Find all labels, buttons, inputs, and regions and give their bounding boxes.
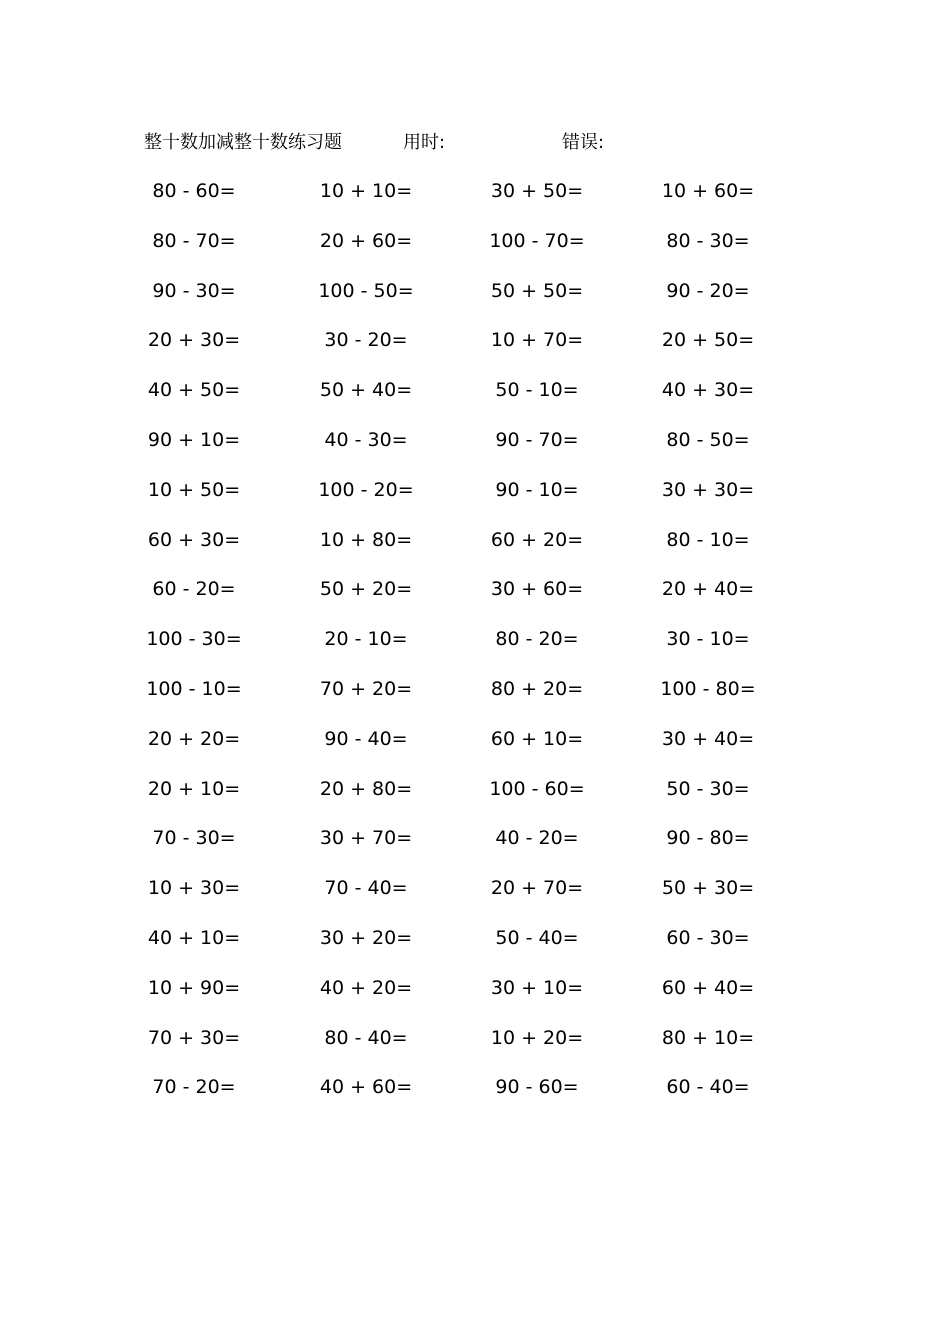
problem-item: 100 - 70= — [489, 229, 585, 252]
problem-item: 20 - 10= — [324, 628, 408, 651]
problem-item: 50 + 40= — [319, 379, 413, 402]
problem-item: 60 - 40= — [666, 1076, 750, 1099]
problem-item: 10 + 20= — [490, 1026, 584, 1049]
problem-item: 80 - 40= — [324, 1026, 408, 1049]
problem-item: 80 - 60= — [152, 180, 236, 202]
problem-item: 20 + 40= — [661, 578, 755, 601]
problem-row — [0, 871, 950, 921]
problem-row — [0, 323, 950, 373]
problem-item: 70 - 40= — [324, 877, 408, 900]
problem-row — [0, 473, 950, 523]
problem-row — [0, 772, 950, 822]
problem-item: 40 + 30= — [661, 379, 755, 402]
problem-item: 100 - 60= — [489, 777, 585, 800]
problem-item: 10 + 90= — [147, 976, 241, 999]
problem-item: 90 - 40= — [324, 727, 408, 750]
problem-row — [0, 523, 950, 573]
problem-item: 10 + 30= — [147, 877, 241, 900]
problem-item: 20 + 50= — [661, 329, 755, 352]
problem-item: 50 + 50= — [490, 279, 584, 302]
problem-item: 90 - 30= — [152, 279, 236, 302]
problem-item: 20 + 20= — [147, 727, 241, 750]
problem-item: 80 - 30= — [666, 229, 750, 252]
problem-item: 20 + 70= — [490, 877, 584, 900]
problem-row — [0, 373, 950, 423]
problem-item: 90 - 10= — [495, 478, 579, 501]
problem-row — [0, 1070, 950, 1120]
problem-item: 60 + 40= — [661, 976, 755, 999]
problem-row — [0, 174, 950, 224]
problem-item: 10 + 60= — [661, 180, 755, 202]
problem-grid — [0, 174, 950, 1120]
problem-item: 40 - 20= — [495, 827, 579, 850]
problem-item: 60 + 20= — [490, 528, 584, 551]
problem-item: 50 - 10= — [495, 379, 579, 402]
problem-item: 60 - 30= — [666, 926, 750, 949]
problem-item: 80 + 20= — [490, 677, 584, 700]
problem-item: 90 - 80= — [666, 827, 750, 850]
problem-item: 30 + 70= — [319, 827, 413, 850]
problem-item: 90 - 60= — [495, 1076, 579, 1099]
errors-label: 错误: — [562, 132, 605, 153]
problem-item: 60 + 10= — [490, 727, 584, 750]
problem-item: 100 - 10= — [146, 677, 242, 700]
problem-item: 80 - 70= — [152, 229, 236, 252]
problem-item: 80 - 50= — [666, 428, 750, 451]
problem-item: 10 + 80= — [319, 528, 413, 551]
problem-item: 10 + 70= — [490, 329, 584, 352]
problem-item: 30 - 10= — [666, 628, 750, 651]
problem-row — [0, 971, 950, 1021]
problem-item: 70 + 20= — [319, 677, 413, 700]
problem-item: 60 + 30= — [147, 528, 241, 551]
problem-item: 60 - 20= — [152, 578, 236, 601]
problem-item: 90 + 10= — [147, 428, 241, 451]
problem-item: 90 - 70= — [495, 428, 579, 451]
problem-row — [0, 274, 950, 324]
problem-item: 30 + 40= — [661, 727, 755, 750]
problem-row — [0, 672, 950, 722]
problem-item: 90 - 20= — [666, 279, 750, 302]
problem-row — [0, 622, 950, 672]
problem-item: 70 - 20= — [152, 1076, 236, 1099]
problem-item: 100 - 80= — [660, 677, 756, 700]
problem-item: 30 + 30= — [661, 478, 755, 501]
worksheet-title: 整十数加减整十数练习题 — [144, 132, 342, 153]
problem-item: 50 + 20= — [319, 578, 413, 601]
problem-row — [0, 224, 950, 274]
problem-item: 100 - 30= — [146, 628, 242, 651]
problem-item: 80 + 10= — [661, 1026, 755, 1049]
problem-item: 40 - 30= — [324, 428, 408, 451]
problem-item: 30 - 20= — [324, 329, 408, 352]
problem-item: 30 + 10= — [490, 976, 584, 999]
problem-item: 20 + 80= — [319, 777, 413, 800]
problem-item: 10 + 10= — [319, 180, 413, 202]
problem-item: 20 + 60= — [319, 229, 413, 252]
problem-item: 20 + 10= — [147, 777, 241, 800]
problem-item: 30 + 20= — [319, 926, 413, 949]
problem-item: 100 - 50= — [318, 279, 414, 302]
time-label: 用时: — [403, 132, 446, 153]
problem-item: 40 + 50= — [147, 379, 241, 402]
problem-row — [0, 722, 950, 772]
problem-row — [0, 921, 950, 971]
problem-row — [0, 572, 950, 622]
worksheet-header — [0, 128, 950, 158]
problem-item: 70 - 30= — [152, 827, 236, 850]
problem-item: 40 + 60= — [319, 1076, 413, 1099]
problem-item: 40 + 20= — [319, 976, 413, 999]
problem-item: 30 + 60= — [490, 578, 584, 601]
problem-item: 70 + 30= — [147, 1026, 241, 1049]
problem-item: 80 - 10= — [666, 528, 750, 551]
problem-item: 40 + 10= — [147, 926, 241, 949]
problem-item: 50 - 40= — [495, 926, 579, 949]
problem-item: 30 + 50= — [490, 180, 584, 202]
problem-row — [0, 423, 950, 473]
problem-row — [0, 1021, 950, 1071]
problem-row — [0, 821, 950, 871]
problem-item: 50 - 30= — [666, 777, 750, 800]
problem-item: 80 - 20= — [495, 628, 579, 651]
problem-item: 20 + 30= — [147, 329, 241, 352]
problem-item: 50 + 30= — [661, 877, 755, 900]
problem-item: 10 + 50= — [147, 478, 241, 501]
problem-item: 100 - 20= — [318, 478, 414, 501]
